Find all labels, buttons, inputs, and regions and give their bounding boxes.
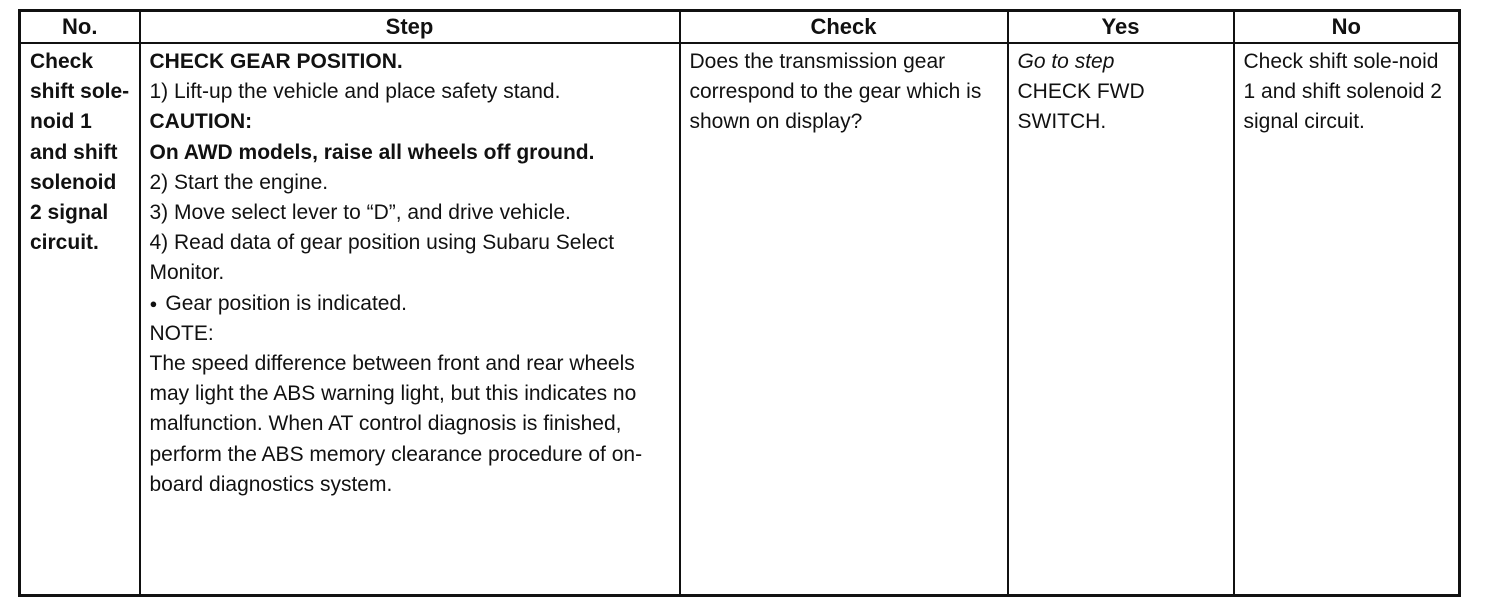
header-no: No. (20, 11, 140, 44)
table-header-row (20, 11, 1460, 44)
note-label: NOTE: (149, 321, 214, 345)
header-no-result: No (1234, 11, 1460, 44)
yes-prefix: Go to step (1017, 50, 1115, 73)
header-step: Step (140, 11, 680, 44)
step-number: Check shift sole-noid 1 and shift solenoid 2 signal circuit. (20, 43, 140, 596)
check-cell: Does the transmission gear correspond to the gear which is shown on display? (680, 43, 1008, 596)
yes-cell (1008, 43, 1234, 596)
table-row (20, 43, 1460, 596)
step-cell (140, 43, 680, 596)
step-title: CHECK GEAR POSITION. (149, 50, 403, 73)
step-line-2: 2) Start the engine. (149, 170, 329, 194)
step-line-4: 4) Read data of gear position using Subaru Select Monitor. (149, 231, 615, 285)
no-cell: Check shift sole-noid 1 and shift solenoid 2 signal circuit. (1234, 43, 1460, 596)
yes-target: CHECK FWD SWITCH. (1017, 80, 1145, 134)
header-yes: Yes (1008, 11, 1234, 44)
step-line-1: 1) Lift-up the vehicle and place safety stand. (149, 80, 561, 104)
diagnosis-table (18, 9, 1461, 597)
step-line-3: 3) Move select lever to “D”, and drive vehicle. (149, 201, 571, 225)
header-check: Check (680, 11, 1008, 44)
caution-label: CAUTION: (149, 110, 253, 134)
note-text: The speed difference between front and rear wheels may light the ABS warning light, but this indicates no malfunction. When AT control diagnosis is finished, perform the ABS memory clearance procedure of on-board diagnostics system. (149, 352, 643, 496)
bullet-item: ● Gear position is indicated. (150, 289, 671, 319)
caution-text: On AWD models, raise all wheels off ground. (149, 140, 595, 164)
